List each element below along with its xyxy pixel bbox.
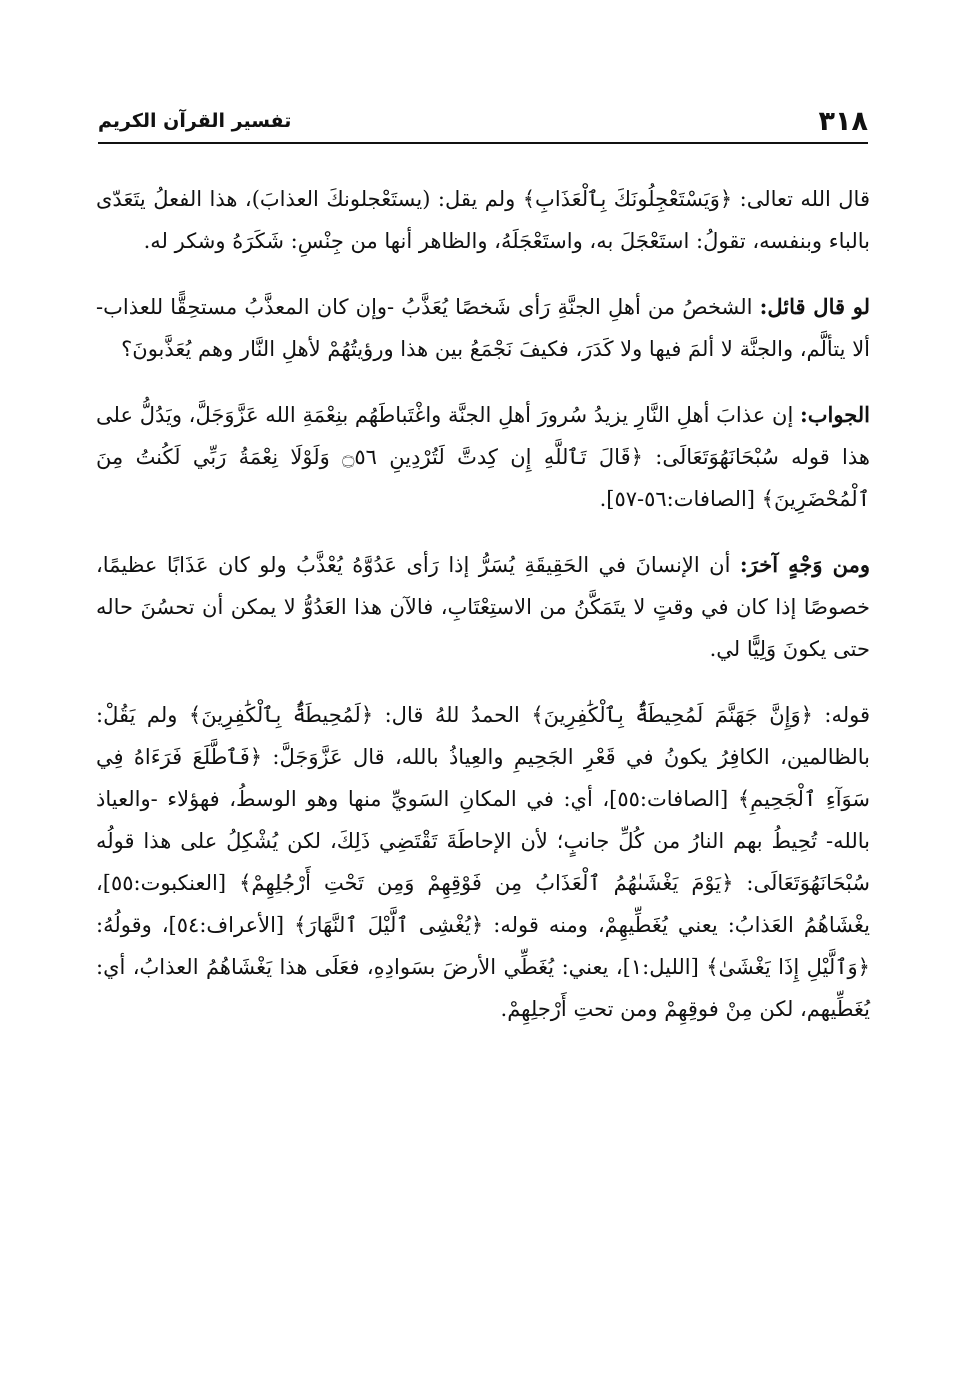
- paragraph-text: إن عذابَ أهلِ النَّارِ يزيدُ سُرورَ أهلِ الجنَّة واغْتَباطَهُم بنِعْمَةِ الله عَزَّوَجَلَّ، ويَدُلُّ على هذا قوله سُبْحَانَهُوَتَعَالَى: ﴿قَالَ تَٱللَّهِ إِن كِدتَّ لَتُرْدِينِ ۝٥٦ وَلَوْلَا نِعْمَةُ رَبِّي لَكُنتُ مِنَ ٱلْمُحْضَرِينَ﴾ [الصافات:٥٦-٥٧].: [96, 403, 870, 511]
- paragraph-text: قوله: ﴿وَإِنَّ جَهَنَّمَ لَمُحِيطَةٌۢ بِٱلْكَٰفِرِينَ﴾ الحمدُ للهُ قال: ﴿لَمُحِيطَةٌۢ بِٱلْكَٰفِرِينَ﴾ ولم يَقُلْ: بالظالمين، الكافِرُ يكونُ في قَعْرِ الجَحِيمِ والعِياذُ بالله، قال عَزَّوَجَلَّ: ﴿فَٱطَّلَعَ فَرَءَاهُ فِي سَوَآءِ ٱلْجَحِيمِ﴾ [الصافات:٥٥]، أي: في المكانِ السَويِّ منها وهو الوسطُ، فهؤلاء -والعياذ بالله- تُحِيطُ بهم النارُ من كُلِّ جانبٍ؛ لأن الإحاطَةَ تَقْتَضِي ذَلِكَ، لكن يُشْكِلُ على هذا قولُه سُبْحَانَهُوَتَعَالَى: ﴿يَوْمَ يَغْشَىٰهُمُ ٱلْعَذَابُ مِن فَوْقِهِمْ وَمِن تَحْتِ أَرْجُلِهِمْ﴾ [العنكبوت:٥٥]، يغْشَاهُمُ العَذابُ: يعني يُغَطِّيهِمْ، ومنه قوله: ﴿يُغْشِى ٱلَّيْلَ ٱلنَّهَارَ﴾ [الأعراف:٥٤]، وقولُهُ: ﴿وَٱلَّيْلِ إِذَا يَغْشَىٰ﴾ [الليل:١]، يعني: يُغَطِّي الأرضَ بسَوادِهِ، فعَلَى هذا يَغْشَاهُمُ العذابُ، أي: يُغَطِّيهم، لكن مِنْ فوقِهِمْ ومن تحتِ أَرْجلِهِمْ.: [96, 703, 870, 1021]
- paragraph-lead: الجواب:: [800, 402, 870, 427]
- paragraph: [96, 286, 870, 370]
- paragraph: [96, 394, 870, 520]
- paragraph-lead: لو قال قائل:: [759, 294, 870, 319]
- paragraph-lead: ومن وَجْهٍ آخرَ:: [739, 552, 870, 577]
- paragraph-text: الشخصُ من أهلِ الجنَّةِ رَأى شَخصًا يُعَذَّبُ -وإن كان المعذَّبُ مستحِقًّا للعذاب- ألا يتألَّم، والجنَّة لا ألمَ فيها ولا كَدَرَ، فكيفَ نَجْمَعُ بين هذا ورؤيتُهُمْ لأهلِ النَّار وهم يُعَذَّبونَ؟: [96, 295, 870, 361]
- paragraph: [96, 544, 870, 670]
- page-number: ٣١٨: [818, 106, 868, 137]
- header-rule: [98, 142, 868, 144]
- paragraph-text: قال الله تعالى: ﴿وَيَسْتَعْجِلُونَكَ بِٱلْعَذَابِ﴾ ولم يقل: (يستَعْجلونكَ العذابَ)، هذا الفعلُ يتَعَدّى بالباء وبنفسه، تقولُ: استَعْجَلَ به، واستَعْجَلَهُ، والظاهر أنها من جِنْسِ: شَكَرَهُ وشكر له.: [96, 187, 870, 253]
- paragraph: [96, 178, 870, 262]
- paragraph: [96, 694, 870, 1030]
- page-body: [96, 178, 870, 1054]
- page-header: [98, 104, 868, 144]
- paragraph-text: أن الإنسانَ في الحَقِيقَةِ يُسَرُّ إذا رَأى عَدُوَّهُ يُعْذَّبُ ولو كان عَذَابًا عظيمًا، خصوصًا إذا كان في وقتٍ لا يتَمَكَّنُ من الاستِعْتَابِ، فالآن هذا العَدُوُّ لا يمكن أن تحسُنَ حاله حتى يكونَ وَلِيًّا لي.: [96, 553, 870, 661]
- running-title: تفسير القرآن الكريم: [98, 110, 292, 132]
